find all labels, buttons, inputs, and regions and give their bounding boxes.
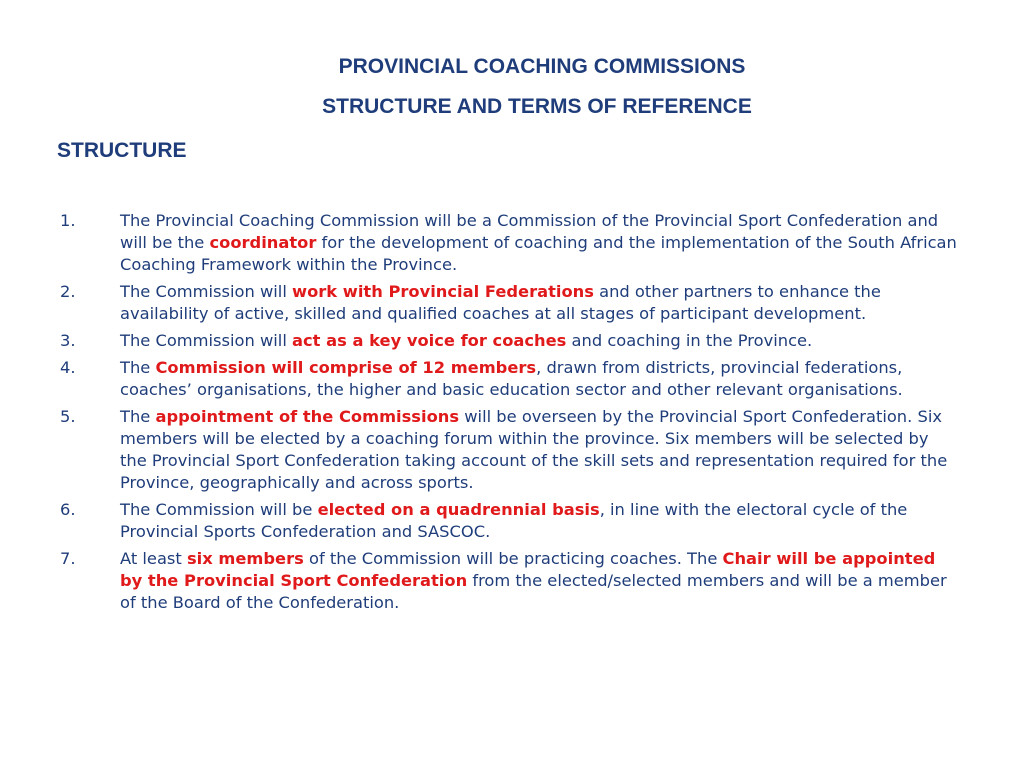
list-item <box>60 210 960 276</box>
list-item-text <box>120 357 960 401</box>
list-item-text <box>120 210 960 276</box>
list-item-number: 1. <box>60 211 76 230</box>
page-title: PROVINCIAL COACHING COMMISSIONS <box>338 55 746 78</box>
body-text: At least <box>120 549 187 568</box>
list-item <box>60 548 960 614</box>
list-item <box>60 406 960 494</box>
body-text: for the development of coaching and the implementation of the South African Coaching Framework within the Province. <box>120 233 957 274</box>
list-item <box>60 330 960 352</box>
highlighted-text: Commission will comprise of 12 members <box>155 358 537 377</box>
list-item-number: 6. <box>60 500 76 519</box>
body-text: The Commission will <box>120 331 293 350</box>
body-text: and coaching in the Province. <box>566 331 813 350</box>
highlighted-text: coordinator <box>209 233 317 252</box>
list-item-text <box>120 499 960 543</box>
list-item-number: 2. <box>60 282 76 301</box>
body-text: The <box>120 358 156 377</box>
list-item-number: 3. <box>60 331 76 350</box>
list-item-number: 5. <box>60 407 76 426</box>
body-text: The Commission will <box>120 282 293 301</box>
body-text: The <box>120 407 156 426</box>
highlighted-text: six members <box>186 549 304 568</box>
numbered-list <box>60 210 960 619</box>
list-item <box>60 357 960 401</box>
body-text: will be overseen by the Provincial Sport Confederation. Six members will be elected by a coaching forum within the province. Six members will be selected by the Provincial Sport Confederation taking account of the skill sets and representation required for the Province, geographically and across sports. <box>120 407 948 492</box>
highlighted-text: work with Provincial Federations <box>292 282 594 301</box>
body-text: from the elected/selected members and will be a member of the Board of the Confederation. <box>120 571 947 612</box>
section-heading: STRUCTURE <box>57 139 187 162</box>
page-subtitle: STRUCTURE AND TERMS OF REFERENCE <box>322 95 752 118</box>
list-item <box>60 281 960 325</box>
body-text: and other partners to enhance the availability of active, skilled and qualified coaches at all stages of participant development. <box>120 282 881 323</box>
list-item-text <box>120 406 960 494</box>
highlighted-text: appointment of the Commissions <box>155 407 460 426</box>
body-text: The Commission will be <box>120 500 318 519</box>
list-item-text <box>120 281 960 325</box>
highlighted-text: Chair will be appointed by the Provincial Sport Confederation <box>120 549 936 590</box>
list-item-number: 7. <box>60 549 76 568</box>
list-item-text <box>120 330 960 352</box>
body-text: The Provincial Coaching Commission will be a Commission of the Provincial Sport Confederation and will be the <box>120 211 939 252</box>
highlighted-text: elected on a quadrennial basis <box>317 500 600 519</box>
list-item-number: 4. <box>60 358 76 377</box>
list-item <box>60 499 960 543</box>
list-item-text <box>120 548 960 614</box>
highlighted-text: act as a key voice for coaches <box>292 331 567 350</box>
body-text: , in line with the electoral cycle of the Provincial Sports Confederation and SASCOC. <box>120 500 908 541</box>
body-text: , drawn from districts, provincial federations, coaches’ organisations, the higher and basic education sector and other relevant organisations. <box>120 358 903 399</box>
body-text: of the Commission will be practicing coaches. The <box>303 549 723 568</box>
